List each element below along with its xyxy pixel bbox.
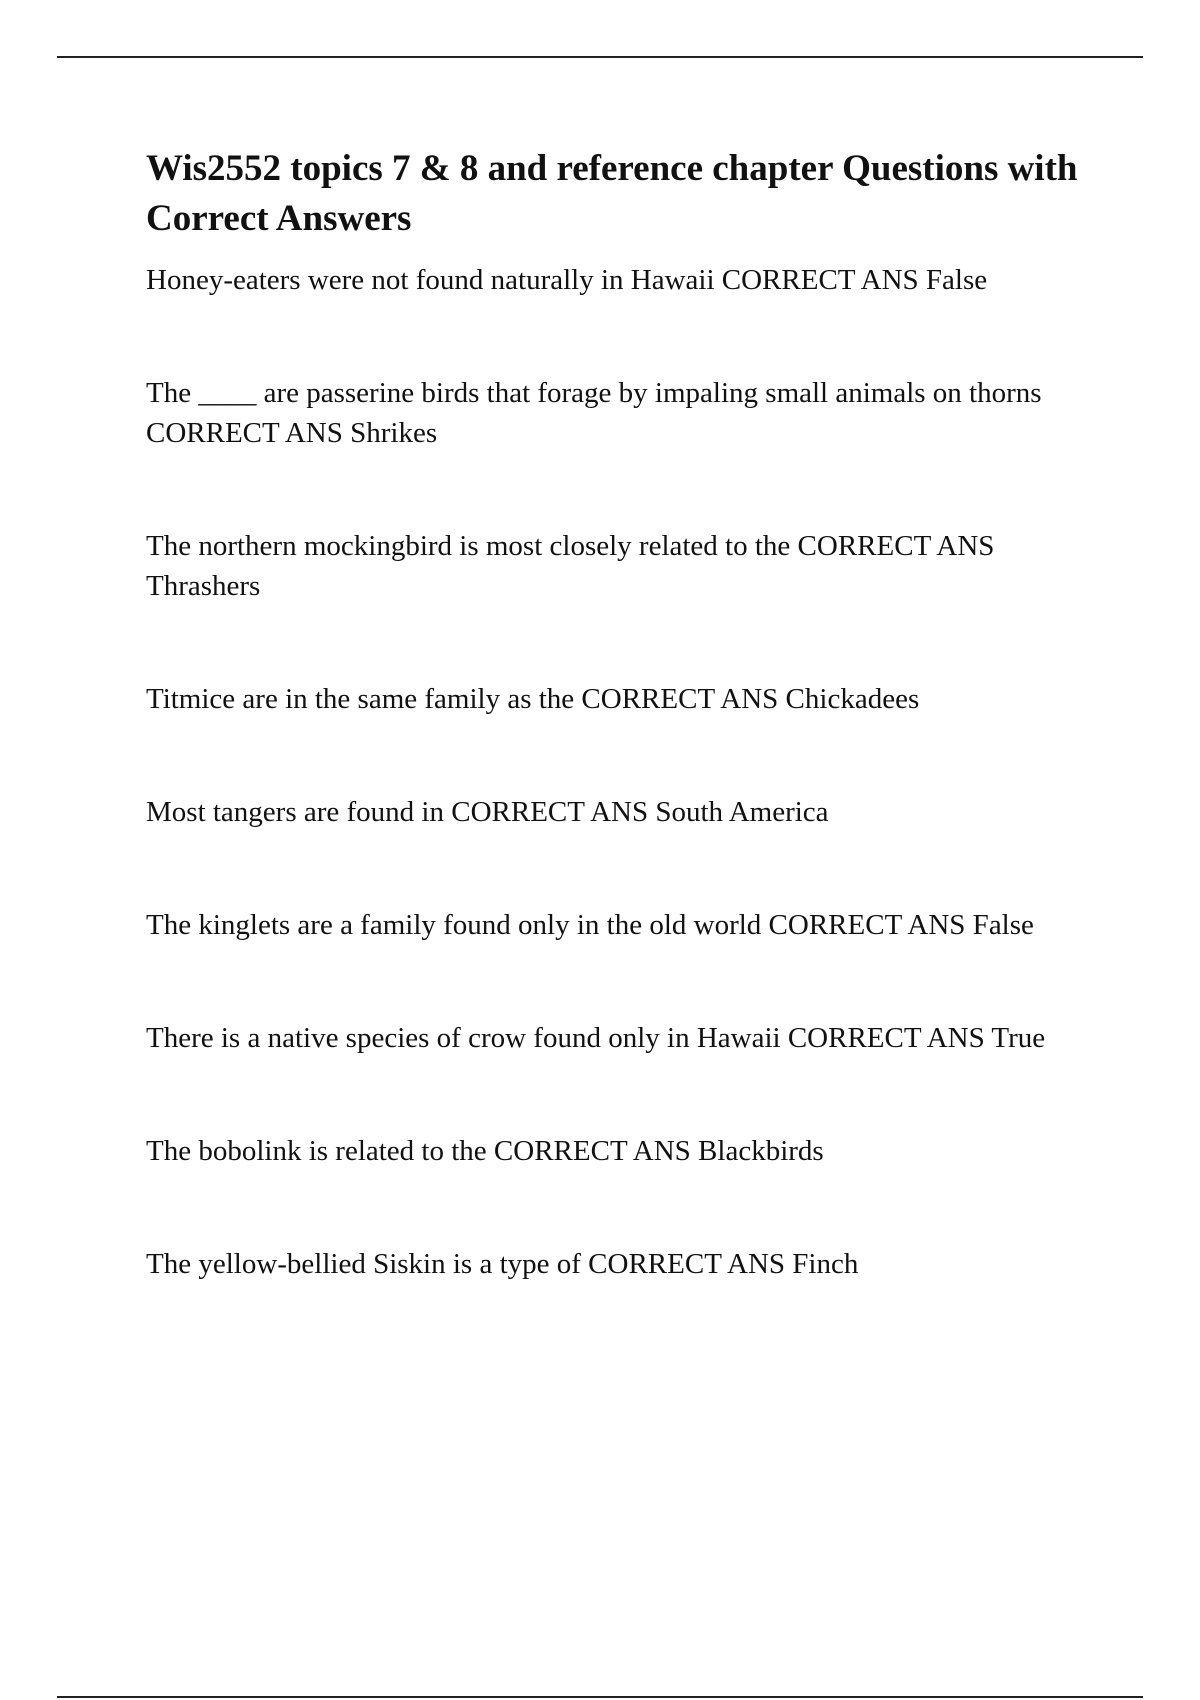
bottom-rule [57, 1696, 1143, 1698]
qa-item: There is a native species of crow found only in Hawaii CORRECT ANS True [146, 1022, 1046, 1054]
document-body [146, 144, 1086, 1284]
qa-list [146, 260, 1086, 1284]
qa-item: The northern mockingbird is most closely related to the CORRECT ANS Thrashers [146, 530, 995, 602]
qa-item: Honey-eaters were not found naturally in Hawaii CORRECT ANS False [146, 264, 988, 296]
qa-item: Most tangers are found in CORRECT ANS South America [146, 796, 829, 828]
qa-item: The kinglets are a family found only in the old world CORRECT ANS False [146, 909, 1034, 941]
document-title: Wis2552 topics 7 & 8 and reference chapter Questions with Correct Answers [146, 148, 1078, 239]
qa-item: Titmice are in the same family as the CORRECT ANS Chickadees [146, 683, 920, 715]
qa-item: The ____ are passerine birds that forage by impaling small animals on thorns CORRECT ANS Shrikes [146, 377, 1042, 449]
top-rule [57, 56, 1143, 58]
qa-item: The yellow-bellied Siskin is a type of CORRECT ANS Finch [146, 1248, 859, 1280]
qa-item: The bobolink is related to the CORRECT ANS Blackbirds [146, 1135, 824, 1167]
